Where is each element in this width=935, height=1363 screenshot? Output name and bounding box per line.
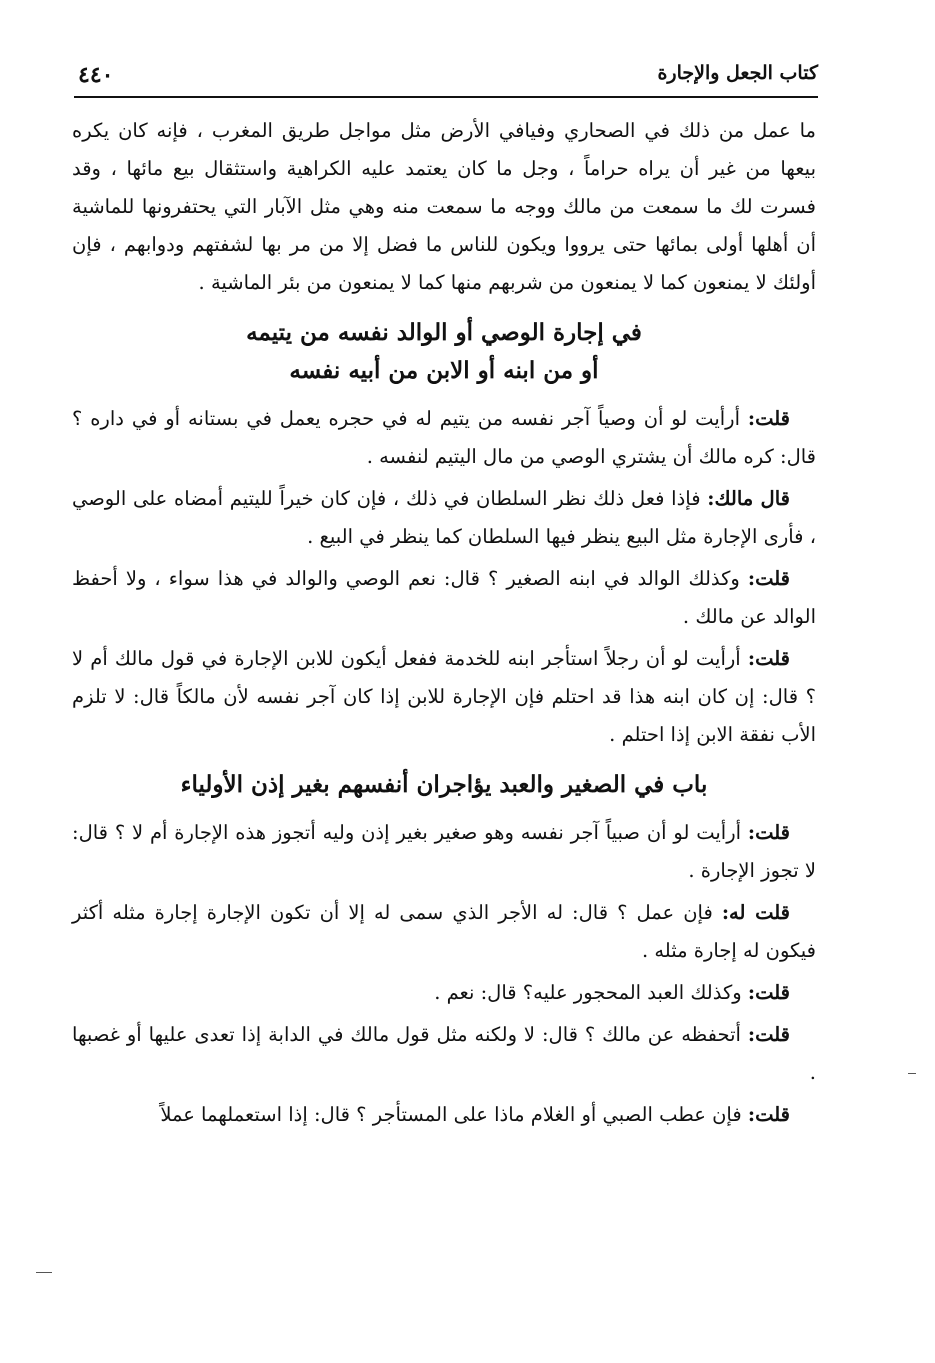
paragraph-text: وكذلك الوالد في ابنه الصغير ؟ قال: نعم الوصي والوالد في هذا سواء ، ولا أحفظ الوالد عن مالك . <box>72 567 816 628</box>
qa-paragraph <box>72 814 816 890</box>
speaker-label: قلت: <box>747 981 790 1004</box>
qa-paragraph <box>72 560 816 636</box>
speaker-label: قلت: <box>747 407 790 430</box>
speaker-label: قلت: <box>747 567 790 590</box>
heading-line-2: أو من ابنه أو الابن من أبيه نفسه <box>289 357 599 384</box>
page-body <box>72 112 816 1138</box>
qa-paragraph <box>72 400 816 476</box>
margin-mark <box>36 1272 52 1273</box>
heading-line: باب في الصغير والعبد يؤاجران أنفسهم بغير إذن الأولياء <box>180 771 708 798</box>
paragraph-text: فإذا فعل ذلك نظر السلطان في ذلك ، فإن كان خيراً لليتيم أمضاه على الوصي ، فأرى الإجارة مثل البيع ينظر فيها السلطان كما ينظر في البيع . <box>72 487 816 548</box>
heading-line-1: في إجارة الوصي أو الوالد نفسه من يتيمه <box>246 319 642 346</box>
speaker-label: قلت له: <box>721 901 790 924</box>
paragraph-text: وكذلك العبد المحجور عليه؟ قال: نعم . <box>434 981 748 1004</box>
qa-paragraph <box>72 974 816 1012</box>
qa-paragraph <box>72 894 816 970</box>
paragraph-text: أرأيت لو أن وصياً آجر نفسه من يتيم له في حجره يعمل في بستانه أو في داره ؟ قال: كره مالك أن يشتري الوصي من مال اليتيم لنفسه . <box>72 407 816 468</box>
speaker-label: قلت: <box>747 1103 790 1126</box>
qa-paragraph <box>72 1096 816 1134</box>
running-title: كتاب الجعل والإجارة <box>657 62 818 84</box>
margin-mark <box>908 1073 916 1074</box>
speaker-label: قال مالك: <box>707 487 790 510</box>
paragraph-text: فإن عمل ؟ قال: له الأجر الذي سمى له إلا أن تكون الإجارة إجارة مثله أكثر فيكون له إجارة مثله . <box>72 901 816 962</box>
speaker-label: قلت: <box>747 647 790 670</box>
speaker-label: قلت: <box>747 1023 790 1046</box>
paragraph-text: أرأيت لو أن صبياً آجر نفسه وهو صغير بغير إذن وليه أتجوز هذه الإجارة أم لا ؟ قال: لا تجوز الإجارة . <box>72 821 816 882</box>
page-number: ٤٤٠ <box>78 62 114 88</box>
intro-paragraph: ما عمل من ذلك في الصحاري وفيافي الأرض مثل مواجل طريق المغرب ، فإنه كان يكره بيعها من غير أن يراه حراماً ، وجل ما كان يعتمد عليه الكراهية واستثقال بيع مائها ، وقد فسرت لك ما سمعت من مالك ووجه ما سمعت منه وهي مثل الآبار التي يحتفرونها للماشية أن أهلها أولى بمائها حتى يرووا ويكون للناس ما فضل إلا من مر بها لشفتهم ودوابهم ، فإن أولئك لا يمنعون كما لا يمنعون من شربهم منها كما لا يمنعون من بئر الماشية . <box>72 119 816 294</box>
qa-paragraph <box>72 480 816 556</box>
page-header <box>74 56 818 98</box>
speaker-label: قلت: <box>747 821 790 844</box>
qa-paragraph <box>72 1016 816 1092</box>
section-heading-minor-slave <box>72 766 816 804</box>
section-heading-guardian-hire <box>72 314 816 390</box>
qa-paragraph <box>72 640 816 754</box>
paragraph-text: فإن عطب الصبي أو الغلام ماذا على المستأجر ؟ قال: إذا استعملهما عملاً <box>160 1103 748 1126</box>
paragraph-text: أتحفظه عن مالك ؟ قال: لا ولكنه مثل قول مالك في الدابة إذا تعدى عليها أو غصبها . <box>72 1023 816 1084</box>
paragraph-text: أرأيت لو أن رجلاً استأجر ابنه للخدمة ففعل أيكون للابن الإجارة في قول مالك أم لا ؟ قال: إن كان ابنه هذا قد احتلم فإن الإجارة للابن إذا كان آجر نفسه لأن مالكاً قال: لا تلزم الأب نفقة الابن إذا احتلم . <box>72 647 816 746</box>
